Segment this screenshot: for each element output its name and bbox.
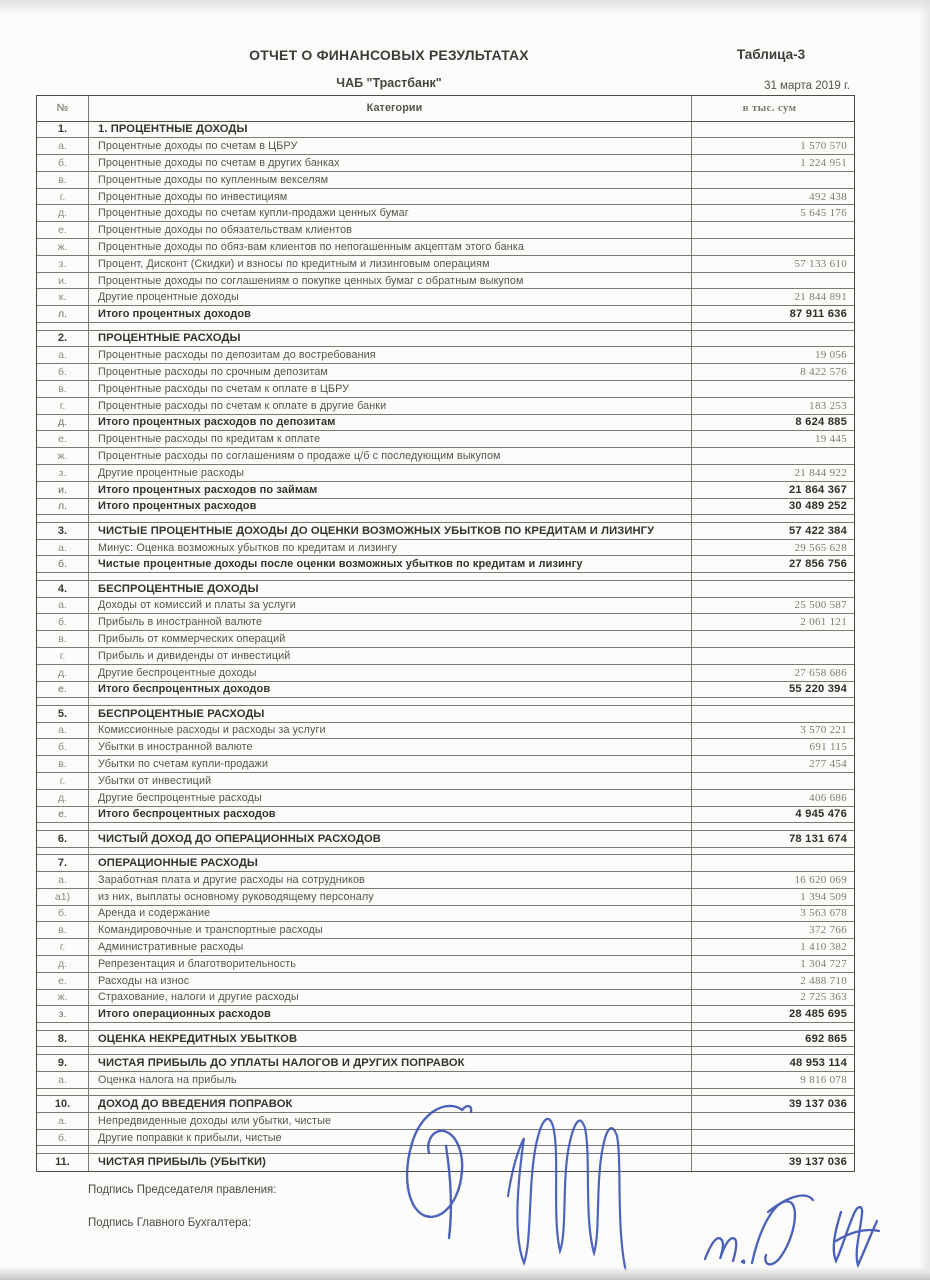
table-header-row (37, 96, 854, 122)
table-row (37, 1113, 854, 1130)
row-number: б. (37, 906, 89, 922)
table-row (37, 499, 854, 516)
row-value: 1 224 951 (800, 156, 847, 169)
row-value: 78 131 674 (789, 832, 847, 845)
row-value: 27 856 756 (789, 558, 847, 571)
row-category: Процентные расходы по соглашениям о продаже ц/б с последующим выкупом (89, 448, 692, 464)
row-category: Другие беспроцентные доходы (89, 665, 692, 681)
row-category: Процентные расходы по срочным депозитам (89, 364, 692, 380)
row-value (692, 698, 854, 705)
row-value: 57 133 610 (794, 257, 847, 270)
table-row (37, 581, 854, 598)
row-value: 28 485 695 (789, 1008, 847, 1021)
row-value: 21 844 922 (794, 466, 847, 479)
row-category: Процентные доходы по счетам в ЦБРУ (89, 138, 692, 154)
table-spacer-row (37, 515, 854, 523)
row-number: в. (37, 631, 89, 647)
row-value: 19 445 (814, 433, 847, 446)
table-row (37, 1072, 854, 1089)
row-value (692, 823, 854, 830)
row-number: 8. (37, 1031, 89, 1047)
table-row (37, 523, 854, 540)
row-number: к. (37, 289, 89, 305)
table-spacer-row (37, 1089, 854, 1097)
column-header-number: № (37, 96, 89, 121)
row-category: ПРОЦЕНТНЫЕ РАСХОДЫ (89, 331, 692, 347)
row-number: 1. (37, 122, 89, 138)
row-value (692, 648, 854, 664)
row-number: з. (37, 1006, 89, 1022)
row-value: 55 220 394 (789, 683, 847, 696)
row-number: 11. (37, 1154, 89, 1171)
table-row (37, 273, 854, 290)
scan-artifact-bottom (0, 1267, 930, 1280)
row-number: г. (37, 189, 89, 205)
table-row (37, 239, 854, 256)
row-number: ж. (37, 239, 89, 255)
row-value (692, 1047, 854, 1054)
bank-name: ЧАБ "Трастбанк" (336, 76, 442, 90)
table-row (37, 347, 854, 364)
row-number: а. (37, 347, 89, 363)
table-row (37, 807, 854, 824)
row-number: а1) (37, 889, 89, 905)
table-row (37, 381, 854, 398)
table-row (37, 1130, 854, 1147)
row-category (89, 848, 692, 855)
row-number: д. (37, 790, 89, 806)
row-category: из них, выплаты основному руководящему персоналу (89, 889, 692, 905)
table-spacer-row (37, 698, 854, 706)
table-row (37, 1031, 854, 1048)
row-category: Прибыль и дивиденды от инвестиций (89, 648, 692, 664)
row-number: ж. (37, 990, 89, 1006)
row-value: 3 570 221 (800, 724, 847, 737)
table-row (37, 172, 854, 189)
row-category: Процентные доходы по обяз-вам клиентов по непогашенным акцептам этого банка (89, 239, 692, 255)
row-category: ОЦЕНКА НЕКРЕДИТНЫХ УБЫТКОВ (89, 1031, 692, 1047)
row-number: 9. (37, 1055, 89, 1071)
row-number: в. (37, 172, 89, 188)
table-row (37, 855, 854, 872)
row-value: 48 953 114 (789, 1056, 847, 1069)
row-value (692, 381, 854, 397)
row-value: 1 394 509 (800, 890, 847, 903)
row-number: д. (37, 415, 89, 431)
row-value: 4 945 476 (795, 808, 847, 821)
row-value: 21 864 367 (789, 483, 847, 496)
row-category: Страхование, налоги и другие расходы (89, 990, 692, 1006)
page-title: ОТЧЕТ О ФИНАНСОВЫХ РЕЗУЛЬТАТАХ (249, 47, 529, 63)
table-row (37, 922, 854, 939)
row-category: ЧИСТАЯ ПРИБЫЛЬ ДО УПЛАТЫ НАЛОГОВ И ДРУГИХ ПОПРАВОК (89, 1055, 692, 1071)
table-row (37, 222, 854, 239)
table-row (37, 256, 854, 273)
table-row (37, 723, 854, 740)
table-row (37, 205, 854, 222)
row-value (692, 855, 854, 871)
row-category: Итого беспроцентных расходов (89, 807, 692, 823)
row-number: а. (37, 138, 89, 154)
row-category: БЕСПРОЦЕНТНЫЕ РАСХОДЫ (89, 706, 692, 722)
row-value: 57 422 384 (789, 524, 847, 537)
table-row (37, 398, 854, 415)
table-row (37, 556, 854, 573)
row-number: 2. (37, 331, 89, 347)
row-value: 691 115 (809, 741, 847, 754)
row-value: 1 304 727 (800, 957, 847, 970)
table-spacer-row (37, 848, 854, 856)
row-category: ЧИСТЫЙ ДОХОД ДО ОПЕРАЦИОННЫХ РАСХОДОВ (89, 831, 692, 847)
row-category: Минус: Оценка возможных убытков по кредитам и лизингу (89, 540, 692, 556)
row-value: 692 865 (805, 1032, 847, 1045)
row-value (692, 773, 854, 789)
row-number: е. (37, 682, 89, 698)
row-number: 3. (37, 523, 89, 539)
accountant-signature-label: Подпись Главного Бухгалтера: (88, 1217, 252, 1229)
table-spacer-row (37, 1047, 854, 1055)
row-number: 7. (37, 855, 89, 871)
row-value (692, 448, 854, 464)
table-body (37, 122, 854, 1171)
row-value (692, 573, 854, 580)
row-number: 10. (37, 1096, 89, 1112)
row-value: 39 137 036 (789, 1097, 847, 1110)
row-number: г. (37, 773, 89, 789)
table-spacer-row (37, 1146, 854, 1154)
table-row (37, 189, 854, 206)
row-category (89, 573, 692, 580)
row-number: г. (37, 648, 89, 664)
row-number: е. (37, 431, 89, 447)
row-category: Непредвиденные доходы или убытки, чистые (89, 1113, 692, 1129)
row-number: в. (37, 922, 89, 938)
table-row (37, 773, 854, 790)
row-number (37, 323, 89, 330)
row-category: Процентные доходы по инвестициям (89, 189, 692, 205)
row-value (692, 848, 854, 855)
row-category: Другие беспроцентные расходы (89, 790, 692, 806)
row-value: 16 620 069 (794, 873, 847, 886)
row-category: ОПЕРАЦИОННЫЕ РАСХОДЫ (89, 855, 692, 871)
row-number (37, 1089, 89, 1096)
row-value: 277 454 (809, 758, 847, 771)
table-row (37, 872, 854, 889)
row-category: Процент, Дисконт (Скидки) и взносы по кредитным и лизинговым операциям (89, 256, 692, 272)
table-row (37, 648, 854, 665)
row-number: 5. (37, 706, 89, 722)
row-value: 2 488 710 (800, 974, 847, 987)
row-number: а. (37, 1072, 89, 1088)
row-number: 4. (37, 581, 89, 597)
row-number (37, 823, 89, 830)
row-value (692, 1130, 854, 1146)
row-category (89, 515, 692, 522)
row-category: ЧИСТЫЕ ПРОЦЕНТНЫЕ ДОХОДЫ ДО ОЦЕНКИ ВОЗМОЖНЫХ УБЫТКОВ ПО КРЕДИТАМ И ЛИЗИНГУ (89, 523, 692, 539)
row-number: а. (37, 723, 89, 739)
row-category: Комиссионные расходы и расходы за услуги (89, 723, 692, 739)
row-value: 19 056 (814, 349, 847, 362)
row-value: 406 686 (809, 791, 847, 804)
table-row (37, 415, 854, 432)
row-category (89, 323, 692, 330)
row-number: а. (37, 598, 89, 614)
row-category: Убытки по счетам купли-продажи (89, 756, 692, 772)
table-spacer-row (37, 823, 854, 831)
accountant-signature-icon (705, 1196, 879, 1265)
row-category: Расходы на износ (89, 973, 692, 989)
row-category: БЕСПРОЦЕНТНЫЕ ДОХОДЫ (89, 581, 692, 597)
table-row (37, 448, 854, 465)
row-value (692, 122, 854, 138)
row-number: л. (37, 306, 89, 322)
row-category: Заработная плата и другие расходы на сотрудников (89, 872, 692, 888)
table-row (37, 631, 854, 648)
row-number: г. (37, 398, 89, 414)
row-category (89, 698, 692, 705)
row-number: ж. (37, 448, 89, 464)
row-value (692, 515, 854, 522)
row-value: 30 489 252 (789, 500, 847, 513)
row-value: 8 624 885 (795, 416, 847, 429)
row-number (37, 1023, 89, 1030)
row-number: е. (37, 222, 89, 238)
row-number: в. (37, 756, 89, 772)
row-category: Процентные доходы по счетам купли-продажи ценных бумаг (89, 205, 692, 221)
row-category: Процентные доходы по соглашениям о покупке ценных бумаг с обратным выкупом (89, 273, 692, 289)
row-value (692, 1023, 854, 1030)
row-category (89, 1146, 692, 1153)
row-number: б. (37, 1130, 89, 1146)
row-category: Другие поправки к прибыли, чистые (89, 1130, 692, 1146)
table-row (37, 482, 854, 499)
table-row (37, 138, 854, 155)
row-number (37, 515, 89, 522)
row-value (692, 706, 854, 722)
row-number: б. (37, 364, 89, 380)
row-number: д. (37, 665, 89, 681)
table-row (37, 122, 854, 139)
row-category: Итого процентных расходов (89, 499, 692, 515)
row-category: Другие процентные расходы (89, 465, 692, 481)
row-category: ДОХОД ДО ВВЕДЕНИЯ ПОПРАВОК (89, 1096, 692, 1112)
row-category: Другие процентные доходы (89, 289, 692, 305)
row-category (89, 1023, 692, 1030)
row-value: 8 422 576 (800, 366, 847, 379)
row-number (37, 1146, 89, 1153)
chairman-signature-label: Подпись Председателя правления: (88, 1184, 277, 1196)
row-value: 25 500 587 (794, 599, 847, 612)
row-category: Убытки от инвестиций (89, 773, 692, 789)
row-category: Командировочные и транспортные расходы (89, 922, 692, 938)
table-row (37, 706, 854, 723)
row-number (37, 848, 89, 855)
scan-artifact-top (0, 0, 930, 16)
row-number: з. (37, 256, 89, 272)
row-number (37, 573, 89, 580)
table-row (37, 790, 854, 807)
table-row (37, 598, 854, 615)
table-row (37, 990, 854, 1007)
table-row (37, 956, 854, 973)
table-row (37, 831, 854, 848)
row-category: Репрезентация и благотворительность (89, 956, 692, 972)
row-value: 21 844 891 (794, 291, 847, 304)
row-value (692, 1089, 854, 1096)
row-category: Доходы от комиссий и платы за услуги (89, 598, 692, 614)
row-number: б. (37, 614, 89, 630)
row-category: Процентные доходы по обязательствам клиентов (89, 222, 692, 238)
row-category: Административные расходы (89, 939, 692, 955)
row-value (692, 273, 854, 289)
row-number: а. (37, 540, 89, 556)
financial-results-table (36, 95, 855, 1172)
row-number: 6. (37, 831, 89, 847)
row-category: Процентные расходы по счетам к оплате в ЦБРУ (89, 381, 692, 397)
row-category (89, 1089, 692, 1096)
row-category: Чистые процентные доходы после оценки возможных убытков по кредитам и лизингу (89, 556, 692, 572)
row-value (692, 331, 854, 347)
row-category: Процентные доходы по купленным векселям (89, 172, 692, 188)
table-row (37, 1055, 854, 1072)
row-number: з. (37, 465, 89, 481)
row-value: 1 410 382 (800, 941, 847, 954)
row-category: Процентные доходы по счетам в других банках (89, 155, 692, 171)
row-category: ЧИСТАЯ ПРИБЫЛЬ (УБЫТКИ) (89, 1154, 692, 1171)
table-row (37, 906, 854, 923)
row-value: 492 438 (809, 190, 847, 203)
row-category: Оценка налога на прибыль (89, 1072, 692, 1088)
table-row (37, 331, 854, 348)
table-row (37, 540, 854, 557)
row-number: е. (37, 973, 89, 989)
table-row (37, 682, 854, 699)
row-category: Итого процентных расходов по займам (89, 482, 692, 498)
row-number: в. (37, 381, 89, 397)
table-row (37, 1154, 854, 1171)
row-category (89, 1047, 692, 1054)
row-value (692, 581, 854, 597)
row-category: Итого беспроцентных доходов (89, 682, 692, 698)
row-number: и. (37, 273, 89, 289)
row-category: Прибыль в иностранной валюте (89, 614, 692, 630)
row-number: л. (37, 499, 89, 515)
row-number: б. (37, 739, 89, 755)
table-row (37, 756, 854, 773)
row-category: Итого операционных расходов (89, 1006, 692, 1022)
row-number: б. (37, 155, 89, 171)
row-category: 1. ПРОЦЕНТНЫЕ ДОХОДЫ (89, 122, 692, 138)
table-row (37, 465, 854, 482)
row-number: д. (37, 956, 89, 972)
table-number-label: Таблица-3 (736, 47, 806, 62)
row-value: 87 911 636 (789, 308, 847, 321)
table-row (37, 973, 854, 990)
row-value (692, 222, 854, 238)
row-number: а. (37, 872, 89, 888)
row-number (37, 1047, 89, 1054)
row-number: б. (37, 556, 89, 572)
table-row (37, 739, 854, 756)
row-value: 27 658 686 (794, 666, 847, 679)
row-value: 29 565 628 (794, 541, 847, 554)
row-number: г. (37, 939, 89, 955)
row-category: Итого процентных доходов (89, 306, 692, 322)
table-row (37, 306, 854, 323)
row-category: Процентные расходы по кредитам к оплате (89, 431, 692, 447)
row-category: Аренда и содержание (89, 906, 692, 922)
table-spacer-row (37, 1023, 854, 1031)
row-value: 5 645 176 (800, 207, 847, 220)
row-value: 1 570 570 (800, 140, 847, 153)
table-row (37, 1006, 854, 1023)
column-header-value: в тыс. сум (742, 102, 797, 115)
table-row (37, 289, 854, 306)
table-row (37, 431, 854, 448)
row-category (89, 823, 692, 830)
table-row (37, 1096, 854, 1113)
row-value (692, 1146, 854, 1153)
row-number: е. (37, 807, 89, 823)
row-value (692, 631, 854, 647)
table-spacer-row (37, 573, 854, 581)
scan-artifact-right (918, 0, 930, 1280)
row-value: 3 563 678 (800, 907, 847, 920)
row-value: 2 061 121 (800, 616, 847, 629)
row-category: Прибыль от коммерческих операций (89, 631, 692, 647)
row-number (37, 698, 89, 705)
row-category: Процентные расходы по депозитам до востребования (89, 347, 692, 363)
row-category: Итого процентных расходов по депозитам (89, 415, 692, 431)
table-row (37, 155, 854, 172)
table-spacer-row (37, 323, 854, 331)
row-category: Убытки в иностранной валюте (89, 739, 692, 755)
row-value (692, 172, 854, 188)
row-value (692, 239, 854, 255)
table-row (37, 889, 854, 906)
row-value (692, 1113, 854, 1129)
row-value: 2 725 363 (800, 991, 847, 1004)
row-number: и. (37, 482, 89, 498)
report-date: 31 марта 2019 г. (764, 80, 850, 92)
row-value: 39 137 036 (789, 1156, 847, 1169)
row-value: 183 253 (809, 399, 847, 412)
column-header-category: Категории (89, 96, 692, 121)
row-value: 372 766 (809, 924, 847, 937)
row-number: д. (37, 205, 89, 221)
table-row (37, 364, 854, 381)
table-row (37, 614, 854, 631)
table-row (37, 665, 854, 682)
row-value: 9 816 078 (800, 1073, 847, 1086)
row-category: Процентные расходы по счетам к оплате в другие банки (89, 398, 692, 414)
row-value (692, 323, 854, 330)
row-number: а. (37, 1113, 89, 1129)
table-row (37, 939, 854, 956)
